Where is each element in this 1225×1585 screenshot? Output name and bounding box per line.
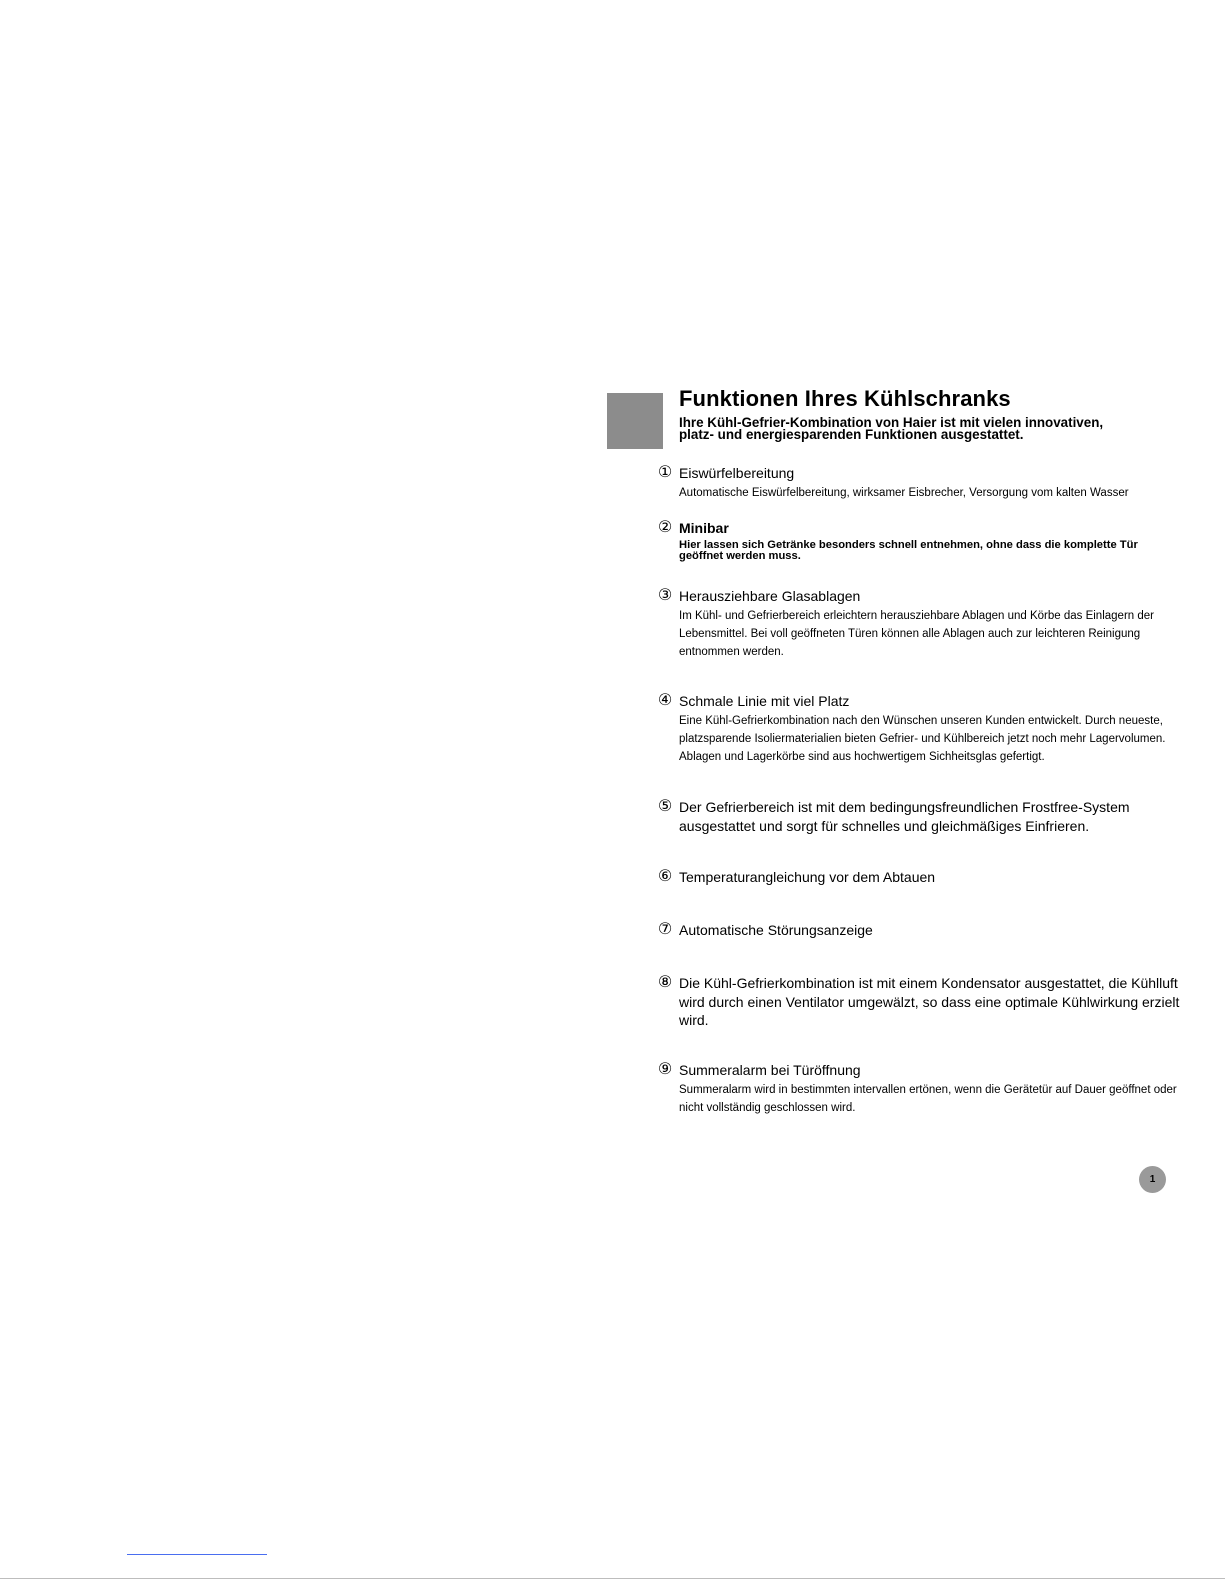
page-subtitle xyxy=(679,417,1159,441)
feature-title: Schmale Linie mit viel Platz xyxy=(679,693,850,709)
feature-title: Temperaturangleichung vor dem Abtauen xyxy=(679,869,936,885)
feature-description: Automatische Eiswürfelbereitung, wirksamer Eisbrecher, Versorgung vom kalten Wasser xyxy=(679,487,1129,499)
page-title: Funktionen Ihres Kühlschranks xyxy=(679,386,1011,411)
feature-number: ⑦ xyxy=(657,921,673,938)
feature-number: ② xyxy=(657,519,673,536)
page-number-badge: 1 xyxy=(1139,1166,1166,1193)
bottom-link-underline xyxy=(127,1554,267,1555)
feature-number: ⑨ xyxy=(657,1061,673,1078)
feature-number: ③ xyxy=(657,587,673,604)
feature-number: ① xyxy=(657,464,673,481)
feature-number: ⑥ xyxy=(657,868,673,885)
feature-description: Eine Kühl-Gefrierkombination nach den Wünschen unseren Kunden entwickelt. Durch neueste, platzsparende Isoliermaterialien bieten Gefrier- und Kühlbereich jetzt noch mehr Lagervolumen. Ablagen und Lagerkörbe sind aus hochwertigem Sichheitsglas gefertigt. xyxy=(679,715,1166,763)
feature-description: Im Kühl- und Gefrierbereich erleichtern herausziehbare Ablagen und Körbe das Einlagern der Lebensmittel. Bei voll geöffneten Türen können alle Ablagen auch zur leichteren Reinigung entnommen werden. xyxy=(679,610,1154,658)
feature-number: ⑧ xyxy=(657,974,673,991)
section-marker-box xyxy=(607,393,663,449)
feature-title: Summeralarm bei Türöffnung xyxy=(679,1062,861,1078)
bottom-divider xyxy=(0,1578,1225,1579)
feature-description: Summeralarm wird in bestimmten intervallen ertönen, wenn die Gerätetür auf Dauer geöffnet oder nicht vollständig geschlossen wird. xyxy=(679,1084,1177,1114)
feature-title: Eiswürfelbereitung xyxy=(679,465,795,481)
feature-title: Herausziehbare Glasablagen xyxy=(679,588,861,604)
feature-title: Minibar xyxy=(679,520,729,536)
feature-number: ⑤ xyxy=(657,798,673,815)
feature-title: Der Gefrierbereich ist mit dem bedingungsfreundlichen Frostfree-System ausgestattet und sorgt für schnelles und gleichmäßiges Einfrieren. xyxy=(679,799,1130,834)
feature-title: Automatische Störungsanzeige xyxy=(679,922,873,938)
feature-description: Hier lassen sich Getränke besonders schnell entnehmen, ohne dass die komplette Tür geöffnet werden muss. xyxy=(679,539,1138,562)
feature-number: ④ xyxy=(657,692,673,709)
subtitle-line-2: platz- und energiesparenden Funktionen ausgestattet. xyxy=(679,427,1024,442)
feature-title: Die Kühl-Gefrierkombination ist mit einem Kondensator ausgestattet, die Kühlluft wird durch einen Ventilator umgewälzt, so dass eine optimale Kühlwirkung erzielt wird. xyxy=(679,975,1180,1028)
subtitle-line-1: Ihre Kühl-Gefrier-Kombination von Haier ist mit vielen innovativen, xyxy=(679,415,1104,430)
